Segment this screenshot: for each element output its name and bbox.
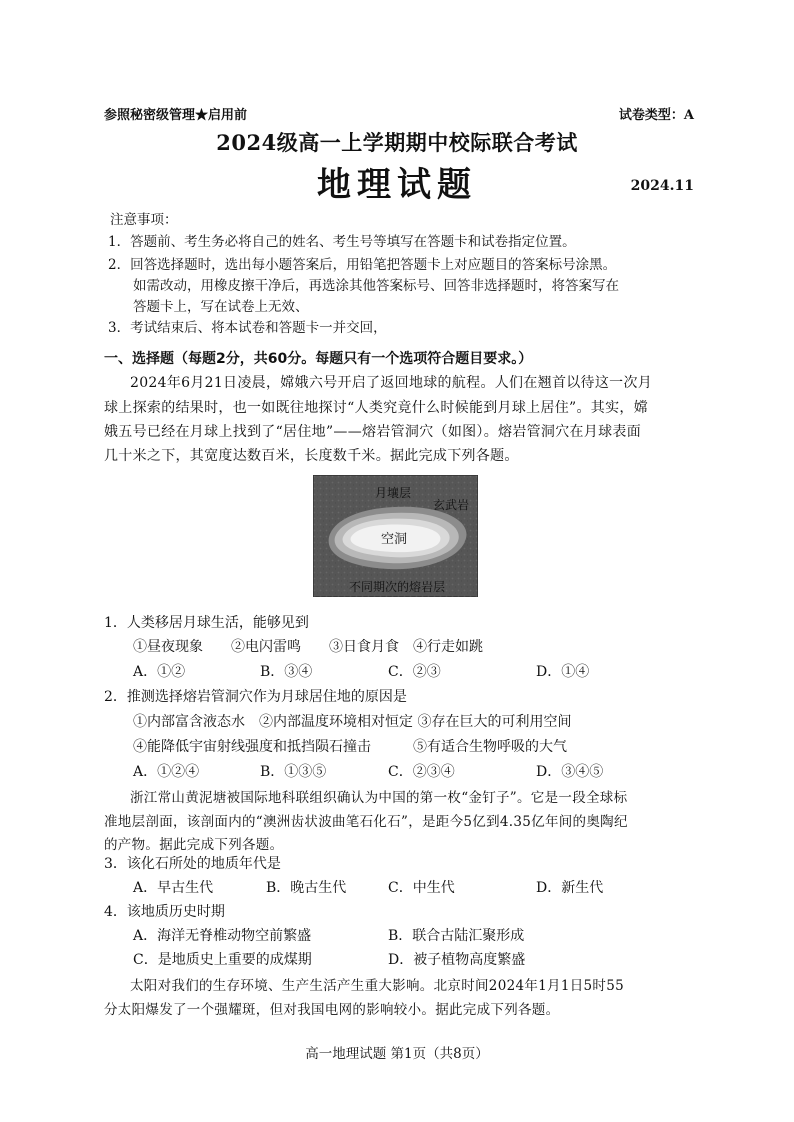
notice-line: 答题卡上，写在试卷上无效、 (133, 299, 309, 315)
figure-label-center: 空洞 (381, 532, 408, 547)
question-1-option-a: A．①② (133, 664, 186, 680)
confidentiality-label: 参照秘密级管理★启用前 (104, 108, 248, 123)
question-4-stem: 4．该地质历史时期 (104, 904, 225, 920)
lava-tube-diagram (313, 475, 478, 597)
question-1-option-b: B．③④ (260, 664, 313, 680)
exam-date: 2024.11 (630, 178, 694, 194)
section-heading: 一、选择题（每题2分，共60分。每题只有一个选项符合题目要求。） (104, 351, 533, 367)
question-2-items: ④能降低宇宙射线强度和抵挡陨石撞击 ⑤有适合生物呼吸的大气 (133, 739, 567, 755)
passage-line: 娥五号已经在月球上找到了“居住地”——熔岩管洞穴（如图）。熔岩管洞穴在月球表面 (104, 424, 642, 440)
subject-title: 地理试题 (317, 165, 477, 205)
question-4-option-d: D．被子植物高度繁盛 (388, 952, 526, 968)
question-2-option-a: A．①②④ (133, 764, 200, 780)
passage-line: 太阳对我们的生存环境、生产生活产生重大影响。北京时间2024年1月1日5时55 (130, 978, 625, 994)
question-1-option-d: D．①④ (536, 664, 590, 680)
figure-label-bottom: 不同期次的熔岩层 (349, 580, 446, 594)
question-3-option-d: D．新生代 (536, 880, 604, 896)
figure-label-top: 月壤层 (375, 486, 412, 500)
question-2-option-b: B．①③⑤ (260, 764, 327, 780)
question-3-option-b: B．晚古生代 (266, 880, 347, 896)
question-2-items: ①内部富含液态水 ②内部温度环境相对恒定 ③存在巨大的可利用空间 (133, 714, 572, 730)
notice-heading: 注意事项： (110, 212, 178, 228)
paper-type-label: 试卷类型：A (618, 108, 694, 123)
page-footer: 高一地理试题 第1页（共8页） (305, 1046, 489, 1062)
question-1-option-c: C．②③ (388, 664, 441, 680)
question-1-stem: 1．人类移居月球生活，能够见到 (104, 615, 309, 631)
passage-line: 球上探索的结果时，也一如既往地探讨“人类究竟什么时候能到月球上居住”。其实，嫦 (104, 400, 649, 416)
figure-label-right: 玄武岩 (433, 498, 470, 512)
question-4-option-b: B．联合古陆汇聚形成 (388, 928, 525, 944)
question-3-option-c: C．中生代 (388, 880, 455, 896)
notice-line: 如需改动，用橡皮擦干净后，再选涂其他答案标号、回答非选择题时，将答案写在 (133, 278, 619, 294)
question-1-items: ①昼夜现象 ②电闪雷鸣 ③日食月食 ④行走如跳 (133, 639, 483, 655)
question-2-option-d: D．③④⑤ (536, 764, 604, 780)
notice-line: 3．考试结束后、将本试卷和答题卡一并交回， (108, 320, 387, 336)
question-4-option-a: A．海洋无脊椎动物空前繁盛 (133, 928, 312, 944)
passage-line: 2024年6月21日凌晨，嫦娥六号开启了返回地球的航程。人们在翘首以待这一次月 (130, 375, 653, 391)
question-4-option-c: C．是地质史上重要的成煤期 (133, 952, 312, 968)
question-2-option-c: C．②③④ (388, 764, 455, 780)
exam-title: 2024级高一上学期期中校际联合考试 (216, 130, 578, 155)
passage-line: 浙江常山黄泥塘被国际地科联组织确认为中国的第一枚“金钉子”。它是一段全球标 (130, 790, 628, 806)
passage-line: 分太阳爆发了一个强耀斑，但对我国电网的影响较小。据此完成下列各题。 (104, 1002, 560, 1018)
passage-line: 的产物。据此完成下列各题。 (104, 837, 284, 853)
question-3-stem: 3．该化石所处的地质年代是 (104, 856, 281, 872)
question-2-stem: 2．推测选择熔岩管洞穴作为月球居住地的原因是 (104, 689, 407, 705)
notice-line: 2．回答选择题时，选出每小题答案后，用铅笔把答题卡上对应题目的答案标号涂黑。 (108, 257, 617, 273)
passage-line: 准地层剖面，该剖面内的“澳洲齿状波曲笔石化石”，是距今5亿到4.35亿年间的奥陶纪 (104, 814, 628, 830)
question-3-option-a: A．早古生代 (133, 880, 214, 896)
notice-line: 1．答题前、考生务必将自己的姓名、考生号等填写在答题卡和试卷指定位置。 (108, 234, 576, 250)
passage-line: 几十米之下，其宽度达数百米，长度数千米。据此完成下列各题。 (104, 448, 519, 464)
